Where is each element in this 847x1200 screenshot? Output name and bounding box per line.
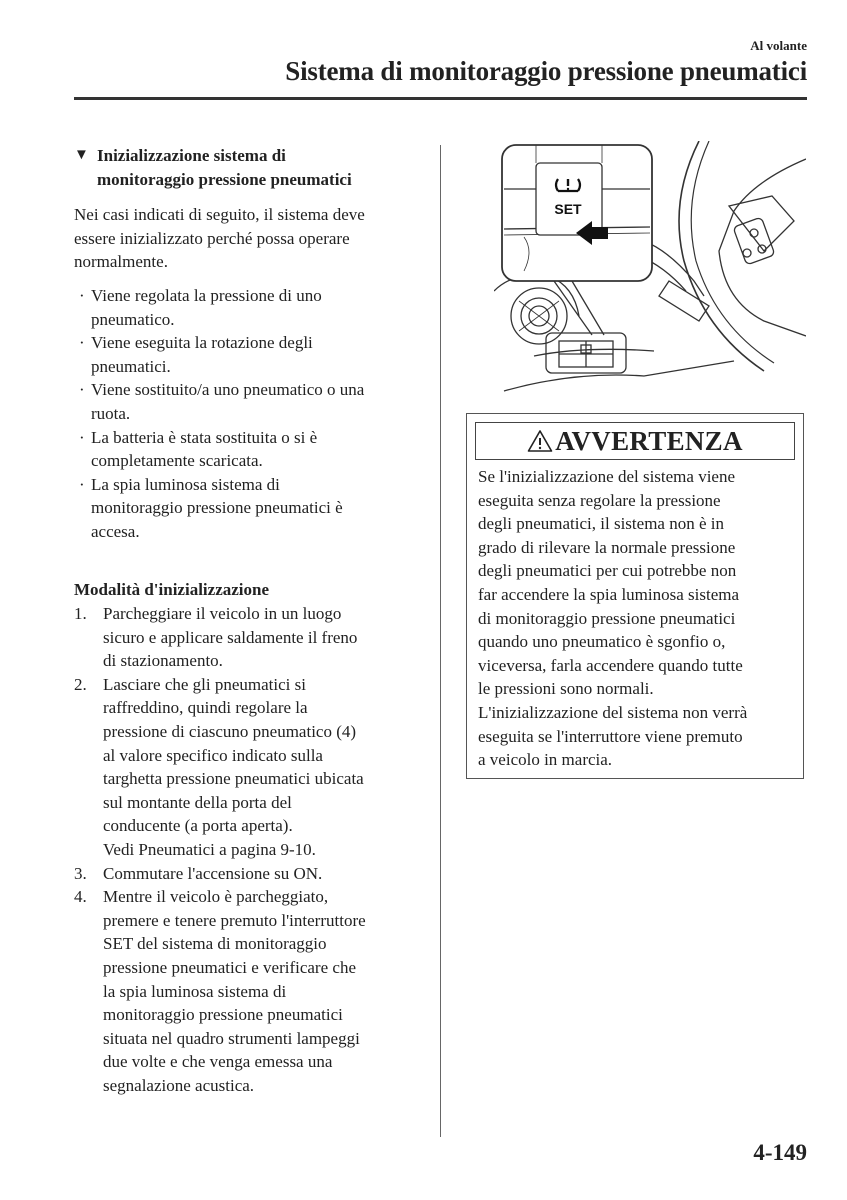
warning-line: far accendere la spia luminosa sistema	[478, 584, 740, 604]
bullet-line: pneumatico.	[91, 309, 175, 329]
step-item	[74, 673, 424, 862]
bullet-marker: ·	[79, 380, 85, 400]
subsection-title-line: monitoraggio pressione pneumatici	[97, 169, 352, 189]
page-title: Sistema di monitoraggio pressione pneumatici	[285, 56, 807, 86]
step-line: sicuro e applicare saldamente il freno	[103, 627, 358, 647]
warning-line: quando uno pneumatico è sgonfio o,	[478, 632, 726, 652]
step-line: pressione pneumatici e verificare che	[103, 957, 356, 977]
warning-line: grado di rilevare la normale pressione	[478, 537, 736, 557]
bullet-item	[74, 331, 424, 378]
warning-header	[475, 422, 795, 460]
step-item	[74, 602, 424, 673]
step-line: targhetta pressione pneumatici ubicata	[103, 769, 364, 789]
step-line: segnalazione acustica.	[103, 1075, 255, 1095]
warning-box	[466, 413, 804, 779]
bullet-item	[74, 284, 424, 331]
step-line: la spia luminosa sistema di	[103, 981, 287, 1001]
warning-line: viceversa, farla accendere quando tutte	[478, 655, 743, 675]
step-line: monitoraggio pressione pneumatici	[103, 1005, 343, 1025]
step-item	[74, 885, 424, 1097]
header-rule	[74, 97, 807, 100]
step-number: 4.	[74, 887, 87, 907]
step-line: raffreddino, quindi regolare la	[103, 698, 308, 718]
step-line: SET del sistema di monitoraggio	[103, 934, 327, 954]
warning-title: AVVERTENZA	[555, 425, 743, 456]
step-line: al valore specifico indicato sulla	[103, 745, 323, 765]
column-divider	[440, 145, 441, 1137]
step-line: Lasciare che gli pneumatici si	[103, 674, 306, 694]
bullet-line: monitoraggio pressione pneumatici è	[91, 498, 343, 518]
warning-line: Se l'inizializzazione del sistema viene	[478, 467, 736, 486]
intro-line: essere inizializzato perché possa operare	[74, 228, 350, 248]
warning-line: eseguita senza regolare la pressione	[478, 490, 721, 510]
bullet-marker: ·	[79, 427, 85, 447]
bullet-line: ruota.	[91, 403, 131, 423]
step-line: sul montante della porta del	[103, 792, 292, 812]
bullet-item	[74, 426, 424, 473]
subsection-heading	[74, 144, 424, 191]
subsection-title-line: Inizializzazione sistema di	[97, 146, 286, 165]
warning-triangle-icon	[527, 429, 553, 453]
step-number: 3.	[74, 863, 87, 883]
bullet-line: La batteria è stata sostituita o si è	[91, 427, 318, 447]
warning-line: di monitoraggio pressione pneumatici	[478, 608, 736, 628]
step-line: Parcheggiare il veicolo in un luogo	[103, 604, 342, 623]
intro-line: Nei casi indicati di seguito, il sistema deve	[74, 205, 365, 224]
triangle-marker-icon: ▼	[74, 147, 89, 163]
warning-text	[478, 465, 795, 772]
bullet-line: pneumatici.	[91, 356, 171, 376]
bullet-line: Viene eseguita la rotazione degli	[91, 333, 313, 353]
step-line: due volte e che venga emessa una	[103, 1052, 333, 1072]
bullet-marker: ·	[79, 474, 85, 494]
warning-line: eseguita se l'interruttore viene premuto	[478, 726, 743, 746]
step-line: conducente (a porta aperta).	[103, 816, 293, 836]
warning-line: L'inizializzazione del sistema non verrà	[478, 702, 748, 722]
bullet-list	[74, 284, 424, 544]
step-line: situata nel quadro strumenti lampeggi	[103, 1028, 360, 1048]
section-label: Al volante	[750, 38, 807, 53]
bullet-line: Viene sostituito/a uno pneumatico o una	[91, 380, 365, 400]
step-line: di stazionamento.	[103, 651, 223, 671]
bullet-line: accesa.	[91, 521, 140, 541]
warning-line: le pressioni sono normali.	[478, 679, 654, 699]
step-line: premere e tenere premuto l'interruttore	[103, 910, 366, 930]
intro-paragraph	[74, 203, 424, 274]
bullet-line: La spia luminosa sistema di	[91, 474, 280, 494]
step-line: Vedi Pneumatici a pagina 9-10.	[103, 839, 316, 859]
step-item	[74, 862, 424, 886]
bullet-line: Viene regolata la pressione di uno	[91, 286, 322, 305]
procedure-steps	[74, 602, 424, 1097]
warning-line: degli pneumatici per cui potrebbe non	[478, 561, 737, 581]
bullet-item	[74, 378, 424, 425]
set-button-label: SET	[554, 201, 582, 217]
procedure-heading: Modalità d'inizializzazione	[74, 580, 270, 599]
page-number: 4-149	[753, 1140, 807, 1165]
intro-line: normalmente.	[74, 252, 168, 272]
warning-line: degli pneumatici, il sistema non è in	[478, 514, 724, 534]
step-number: 1.	[74, 604, 87, 623]
bullet-item	[74, 473, 424, 544]
bullet-marker: ·	[79, 333, 85, 353]
step-line: pressione di ciascuno pneumatico (4)	[103, 721, 357, 741]
step-line: Mentre il veicolo è parcheggiato,	[103, 887, 329, 907]
bullet-marker: ·	[79, 286, 85, 305]
warning-line: a veicolo in marcia.	[478, 750, 613, 770]
step-line: Commutare l'accensione su ON.	[103, 863, 323, 883]
step-number: 2.	[74, 674, 87, 694]
bullet-line: completamente scaricata.	[91, 451, 263, 471]
tpms-set-switch-illustration	[494, 141, 806, 395]
